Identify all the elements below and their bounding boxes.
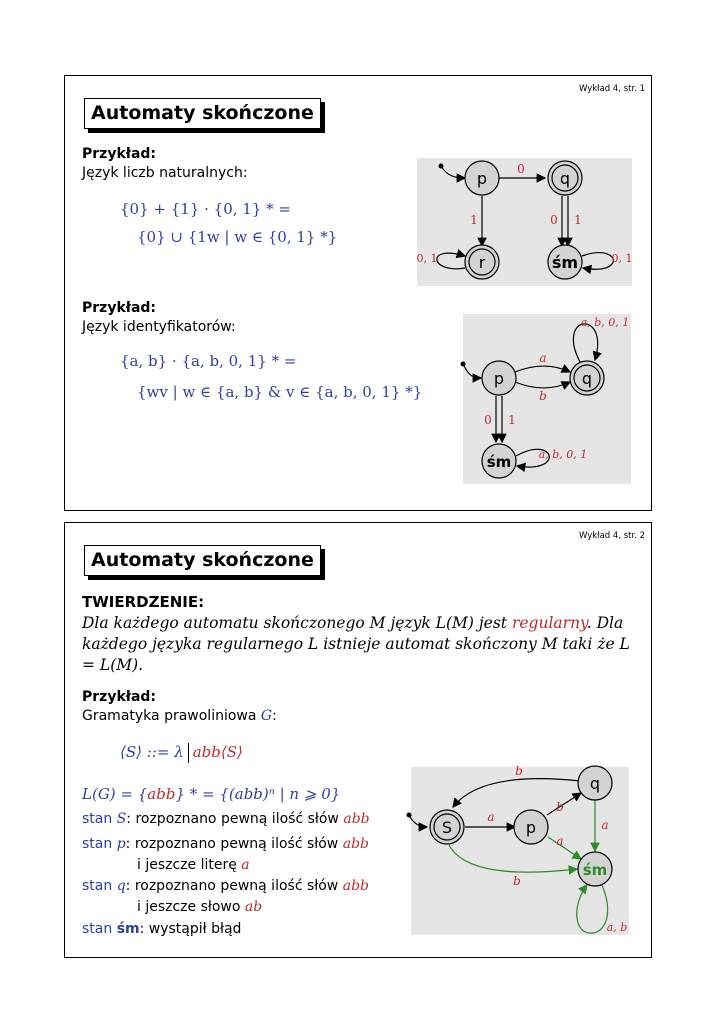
page-ref: Wykład 4, str. 2	[578, 531, 645, 541]
example-heading: Przykład:	[82, 300, 157, 316]
state-text: : rozpoznano pewną ilość słów	[125, 836, 343, 852]
edge-label: 1	[470, 213, 478, 227]
lang-part: L(G) = {	[82, 785, 148, 803]
automaton-diagram	[455, 304, 635, 484]
theorem-highlight: regularny	[511, 614, 587, 632]
edge-label: b	[539, 389, 547, 403]
separator	[188, 743, 189, 763]
edge-label: a	[601, 818, 609, 832]
slide-title: Automaty skończone	[84, 545, 321, 576]
stan-label: stan	[82, 836, 117, 852]
lang-word: abb	[147, 785, 176, 803]
stan-label: stan	[82, 878, 117, 894]
state-text: : rozpoznano pewną ilość słów	[125, 878, 343, 894]
state-label: q	[589, 774, 601, 793]
edge-label: a	[556, 834, 564, 848]
lang-part: } * = {(abb)ⁿ | n ⩾ 0}	[175, 785, 341, 803]
state-name: śm	[116, 921, 140, 937]
state-desc	[82, 878, 369, 894]
state-word: abb	[343, 811, 370, 827]
edge-label: 1	[574, 213, 582, 227]
edge-label: a	[539, 351, 547, 365]
theorem-heading: TWIERDZENIE:	[82, 593, 205, 611]
theorem-part: Dla każdego automatu skończonego M język L(M) jest	[82, 614, 512, 632]
math-line: {a, b} · {a, b, 0, 1} * =	[120, 352, 297, 370]
state-text: i jeszcze literę	[137, 857, 242, 873]
example-text: Język liczb naturalnych:	[82, 165, 248, 181]
edge-label: a, b	[606, 921, 628, 934]
state-desc	[137, 857, 250, 873]
math-line: {0} + {1} · {0, 1} * =	[120, 200, 291, 218]
state-label: p	[493, 369, 505, 388]
edge-label: 0	[517, 162, 525, 176]
edge-label: b	[556, 800, 564, 814]
state-label: p	[525, 818, 537, 837]
edge-label: 0, 1	[611, 252, 633, 265]
theorem-text	[82, 613, 642, 676]
example-text-part: Gramatyka prawoliniowa	[82, 708, 261, 724]
diagram-background	[417, 158, 632, 286]
edge-label: 0	[550, 213, 558, 227]
state-word: abb	[342, 836, 369, 852]
grammar-rule	[120, 743, 243, 763]
state-label: q	[559, 169, 571, 188]
state-text: : rozpoznano pewną ilość słów	[126, 811, 344, 827]
state-text: i jeszcze słowo	[137, 899, 245, 915]
edge-label: 0, 1	[416, 252, 438, 265]
state-word: a	[241, 857, 250, 873]
math-line: {0} ∪ {1w | w ∈ {0, 1} *}	[137, 228, 338, 246]
state-word: ab	[244, 899, 263, 915]
example-text	[82, 708, 277, 724]
language-def	[82, 785, 340, 803]
edge-label: 0	[484, 413, 492, 427]
state-label: śm	[582, 861, 608, 879]
slide-title: Automaty skończone	[84, 98, 321, 129]
state-text: : wystąpił błąd	[139, 921, 242, 937]
edge-label: a	[487, 810, 495, 824]
automaton-diagram	[405, 763, 639, 941]
state-name: q	[116, 878, 126, 894]
edge-label: a, b, 0, 1	[580, 316, 630, 329]
state-desc	[82, 836, 369, 852]
stan-label: stan	[82, 811, 117, 827]
state-label: p	[476, 169, 488, 188]
state-word: abb	[342, 878, 369, 894]
state-desc	[82, 811, 370, 827]
stan-label: stan	[82, 921, 117, 937]
theorem-part: . Dla każdego języka regularnego L istnieje automat skończony M taki że L = L(M).	[82, 614, 630, 674]
edge-label: b	[515, 764, 523, 778]
state-name: S	[116, 811, 127, 827]
state-desc	[137, 899, 262, 915]
edge-label: 1	[508, 413, 516, 427]
grammar-rhs: abb⟨S⟩	[192, 743, 243, 761]
math-line: {wv | w ∈ {a, b} & v ∈ {a, b, 0, 1} *}	[137, 383, 423, 401]
state-label: r	[478, 253, 486, 272]
automaton-diagram	[415, 156, 637, 291]
edge-label: a, b, 0, 1	[538, 448, 588, 461]
grammar-lhs: ⟨S⟩ ::= λ	[120, 743, 184, 761]
example-text: Język identyfikatorów:	[82, 319, 236, 335]
state-label: S	[441, 818, 453, 837]
state-desc	[82, 921, 241, 937]
state-name: p	[116, 836, 126, 852]
edge-label: b	[513, 874, 521, 888]
page-ref: Wykład 4, str. 1	[578, 84, 645, 94]
grammar-symbol: G	[260, 708, 273, 724]
example-heading: Przykład:	[82, 689, 157, 705]
slide-2	[64, 522, 652, 958]
slide-1	[64, 75, 652, 511]
example-text-part: :	[272, 708, 277, 724]
start-dot	[439, 164, 444, 169]
state-label: q	[581, 369, 593, 388]
example-heading: Przykład:	[82, 146, 157, 162]
state-label: śm	[486, 453, 512, 471]
state-label: śm	[551, 253, 579, 272]
